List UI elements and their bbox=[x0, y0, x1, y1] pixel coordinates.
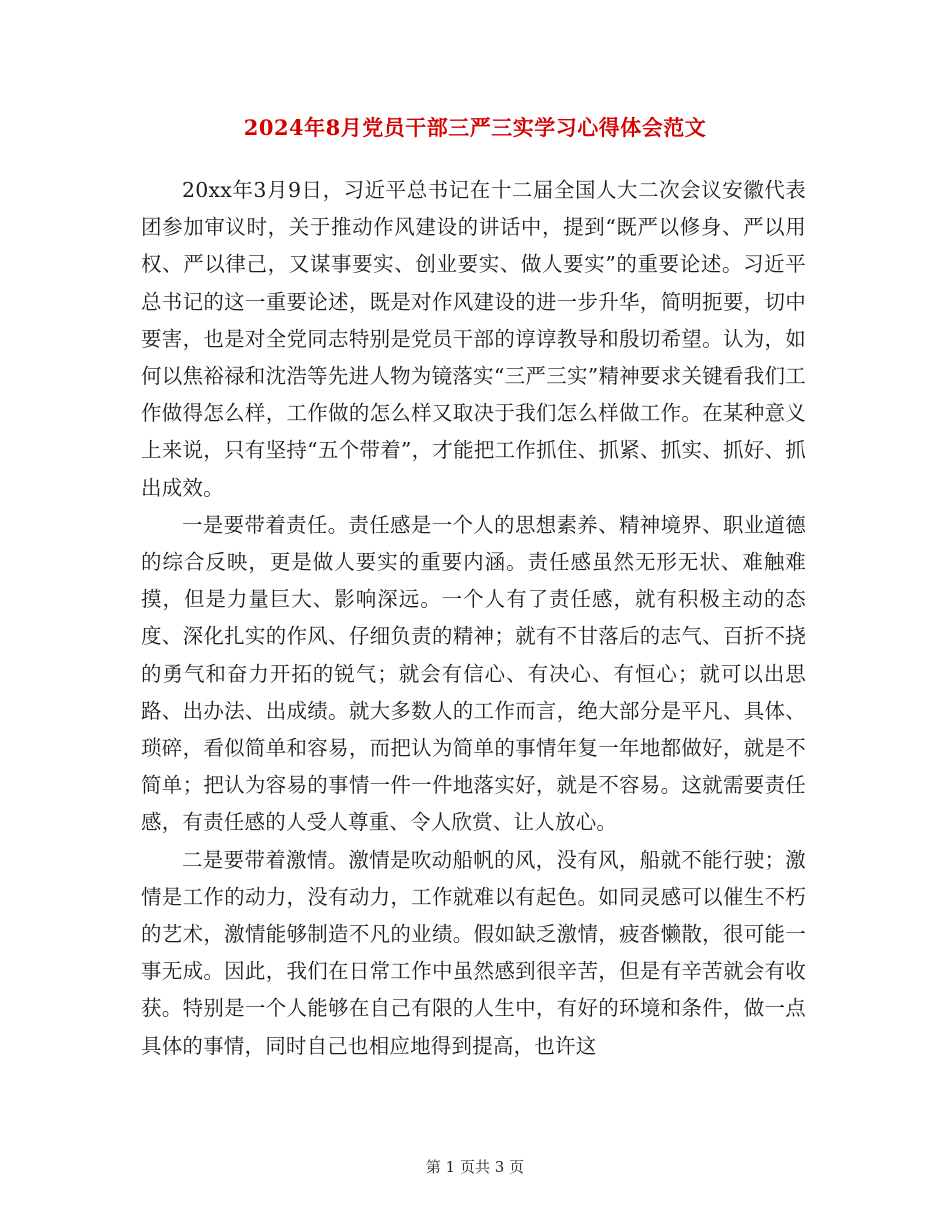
paragraph-passion: 二是要带着激情。激情是吹动船帆的风，没有风，船就不能行驶；激情是工作的动力，没有动力，工作就难以有起色。如同灵感可以催生不朽的艺术，激情能够制造不凡的业绩。假如缺乏激情，疲沓懒散，很可能一事无成。因此，我们在日常工作中虽然感到很辛苦，但是有辛苦就会有收获。特别是一个人能够在自己有限的人生中，有好的环境和条件，做一点具体的事情，同时自己也相应地得到提高，也许这 bbox=[141, 847, 806, 1058]
document-body bbox=[141, 172, 806, 1065]
page-number-footer: 第 1 页共 3 页 bbox=[425, 1158, 525, 1176]
paragraph-intro: 20xx年3月9日，习近平总书记在十二届全国人大二次会议安徽代表团参加审议时，关于推动作风建设的讲话中，提到“既严以修身、严以用权、严以律己，又谋事要实、创业要实、做人要实”的重要论述。习近平总书记的这一重要论述，既是对作风建设的进一步升华，简明扼要，切中要害，也是对全党同志特别是党员干部的谆谆教导和殷切希望。认为，如何以焦裕禄和沈浩等先进人物为镜落实“三严三实”精神要求关键看我们工作做得怎么样，工作做的怎么样又取决于我们怎么样做工作。在某种意义上来说，只有坚持“五个带着”，才能把工作抓住、抓紧、抓实、抓好、抓出成效。 bbox=[141, 178, 806, 500]
document-title: 2024年8月党员干部三严三实学习心得体会范文 bbox=[243, 115, 707, 140]
paragraph-responsibility: 一是要带着责任。责任感是一个人的思想素养、精神境界、职业道德的综合反映，更是做人要实的重要内涵。责任感虽然无形无状、难触难摸，但是力量巨大、影响深远。一个人有了责任感，就有积极主动的态度、深化扎实的作风、仔细负责的精神；就有不甘落后的志气、百折不挠的勇气和奋力开拓的锐气；就会有信心、有决心、有恒心；就可以出思路、出办法、出成绩。就大多数人的工作而言，绝大部分是平凡、具体、琐碎，看似简单和容易，而把认为简单的事情年复一年地都做好，就是不简单；把认为容易的事情一件一件地落实好，就是不容易。这就需要责任感，有责任感的人受人尊重、令人欣赏、让人放心。 bbox=[141, 512, 806, 835]
